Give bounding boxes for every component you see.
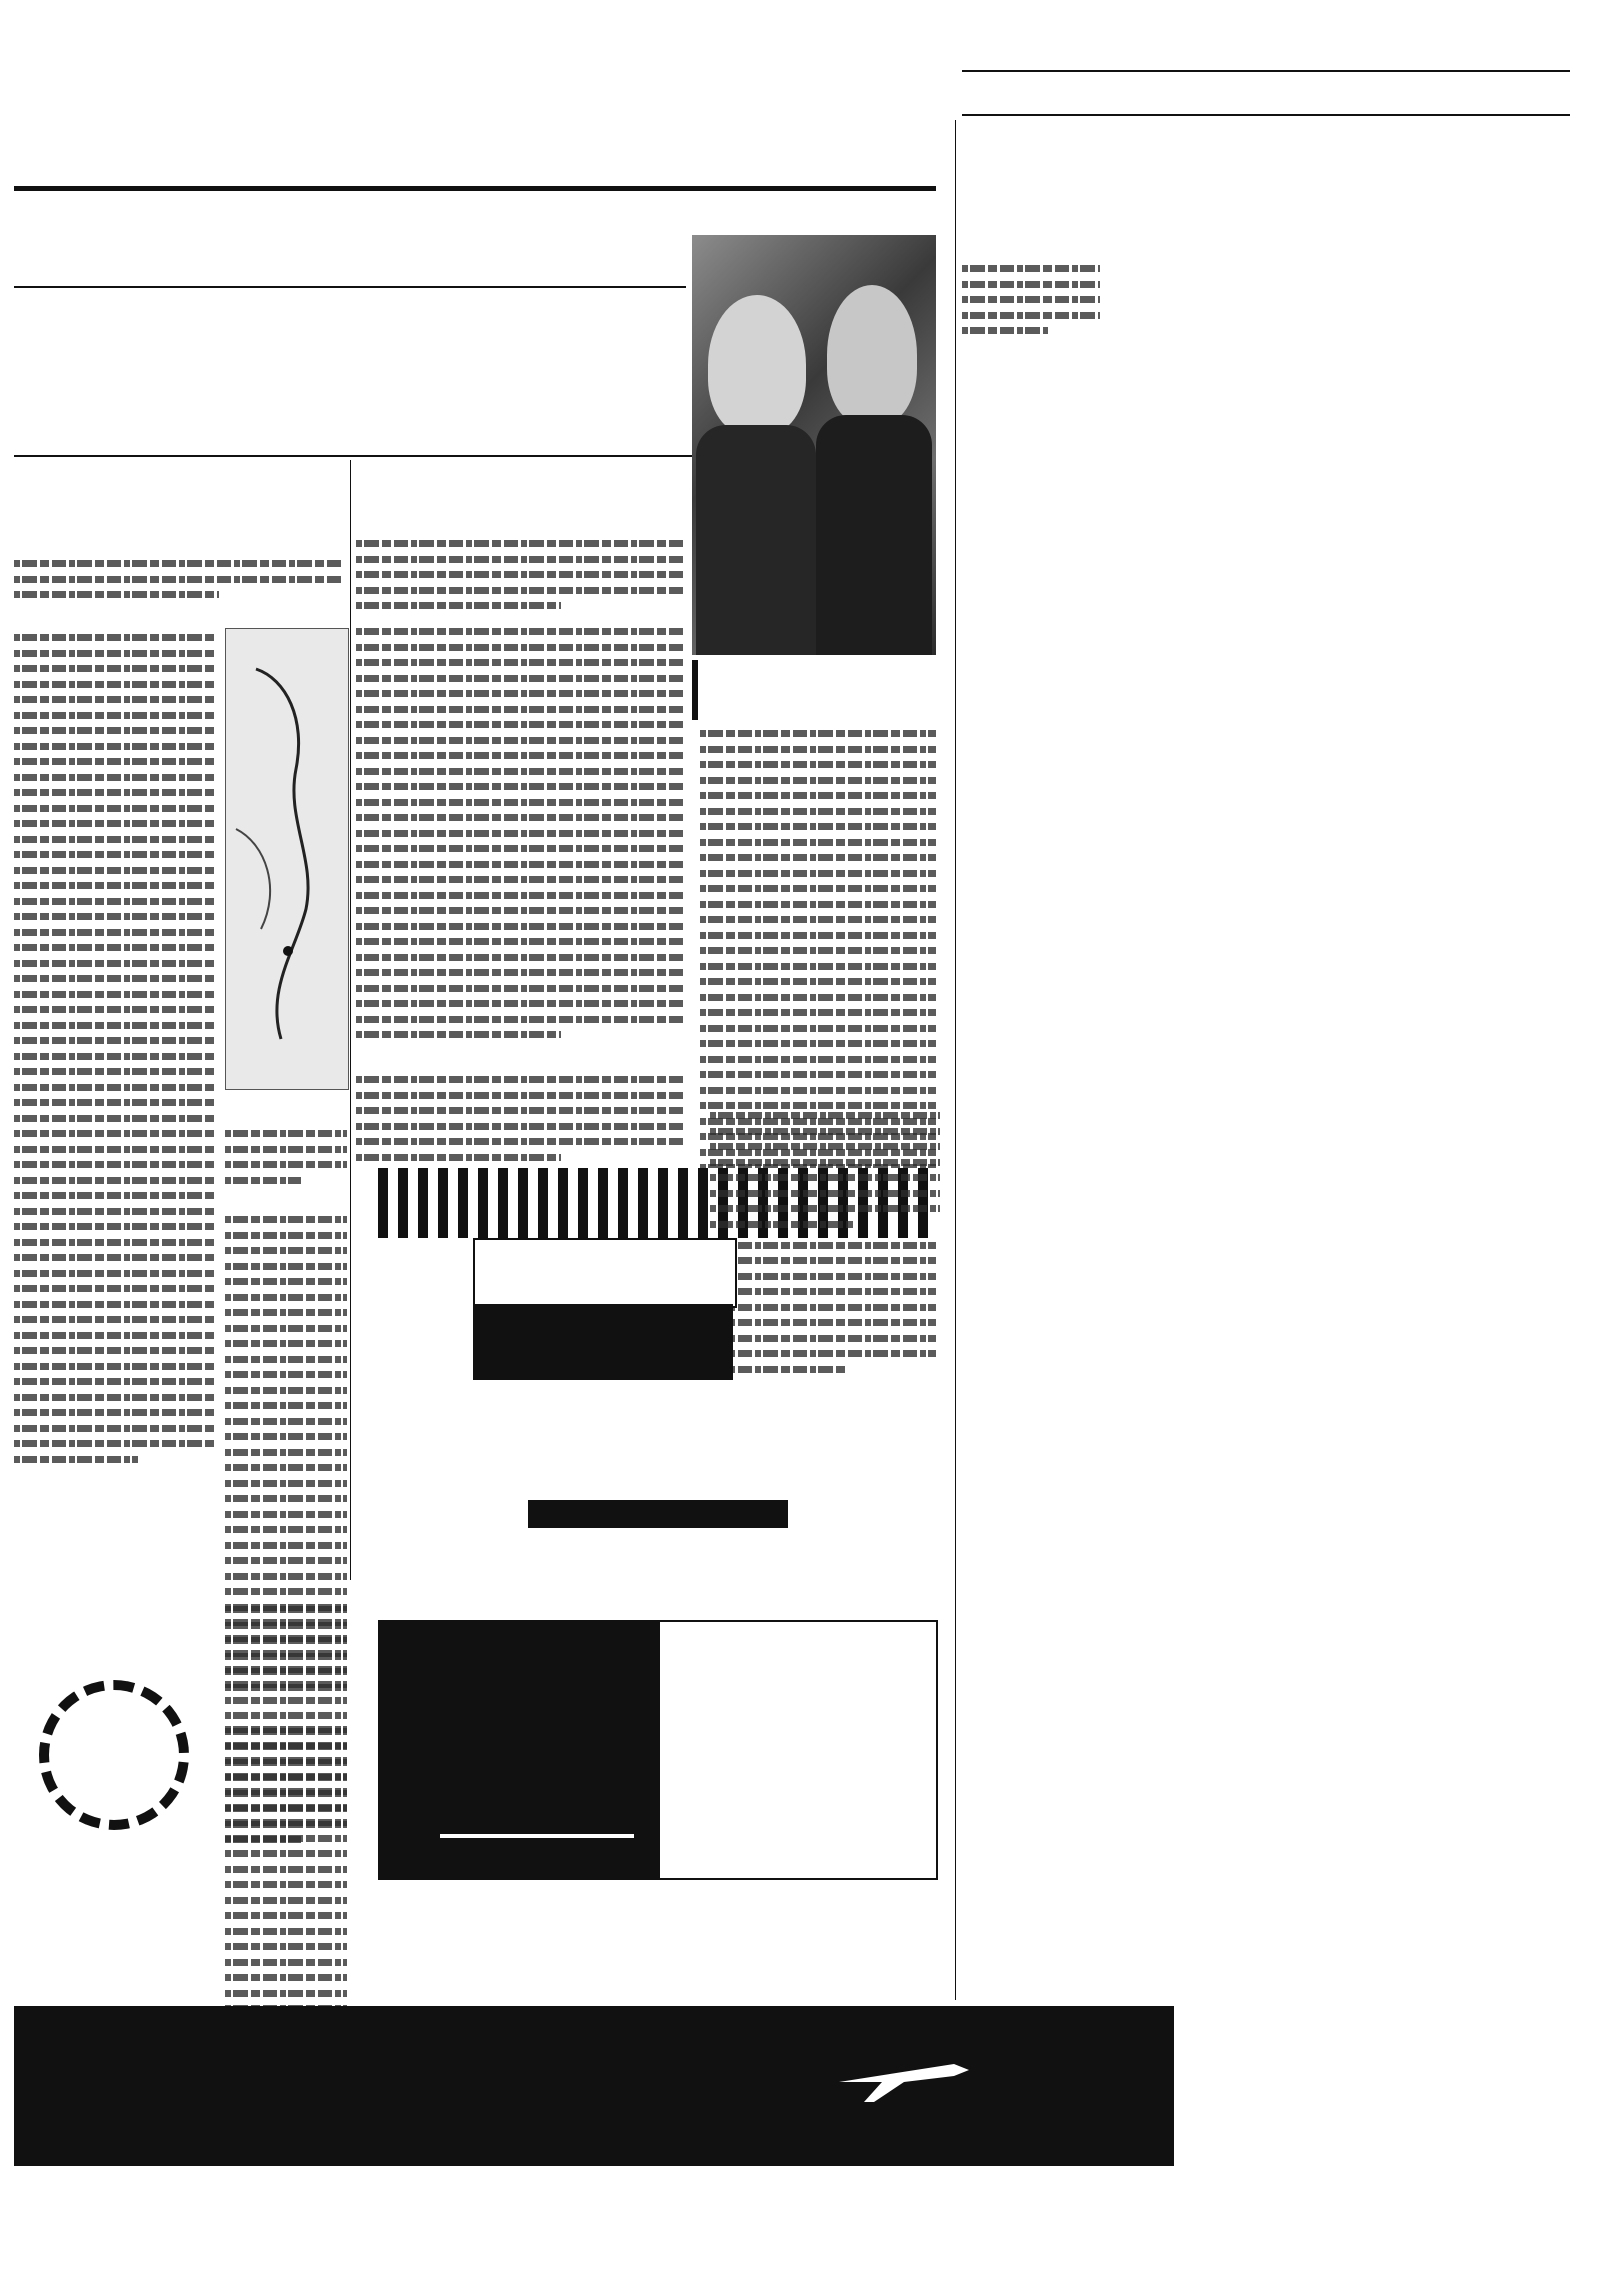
plane-icon [834,2046,974,2110]
sale-brand [528,1500,788,1528]
swissair-ad [14,2006,1174,2166]
sale-percent [473,1304,733,1380]
plots-company [440,1834,634,1838]
map-figure [225,628,349,1090]
portrait-photo [692,235,936,655]
person-right-body [816,415,932,655]
person-left-body [696,425,816,655]
sale-word [473,1238,737,1308]
plots-left-panel [380,1622,660,1878]
japan-map [226,629,348,1089]
person-left [708,295,806,435]
plots-ad [378,1620,938,1880]
person-right [827,285,917,425]
photo-rule [692,660,698,720]
tam-bottle-cap [39,1680,189,1830]
